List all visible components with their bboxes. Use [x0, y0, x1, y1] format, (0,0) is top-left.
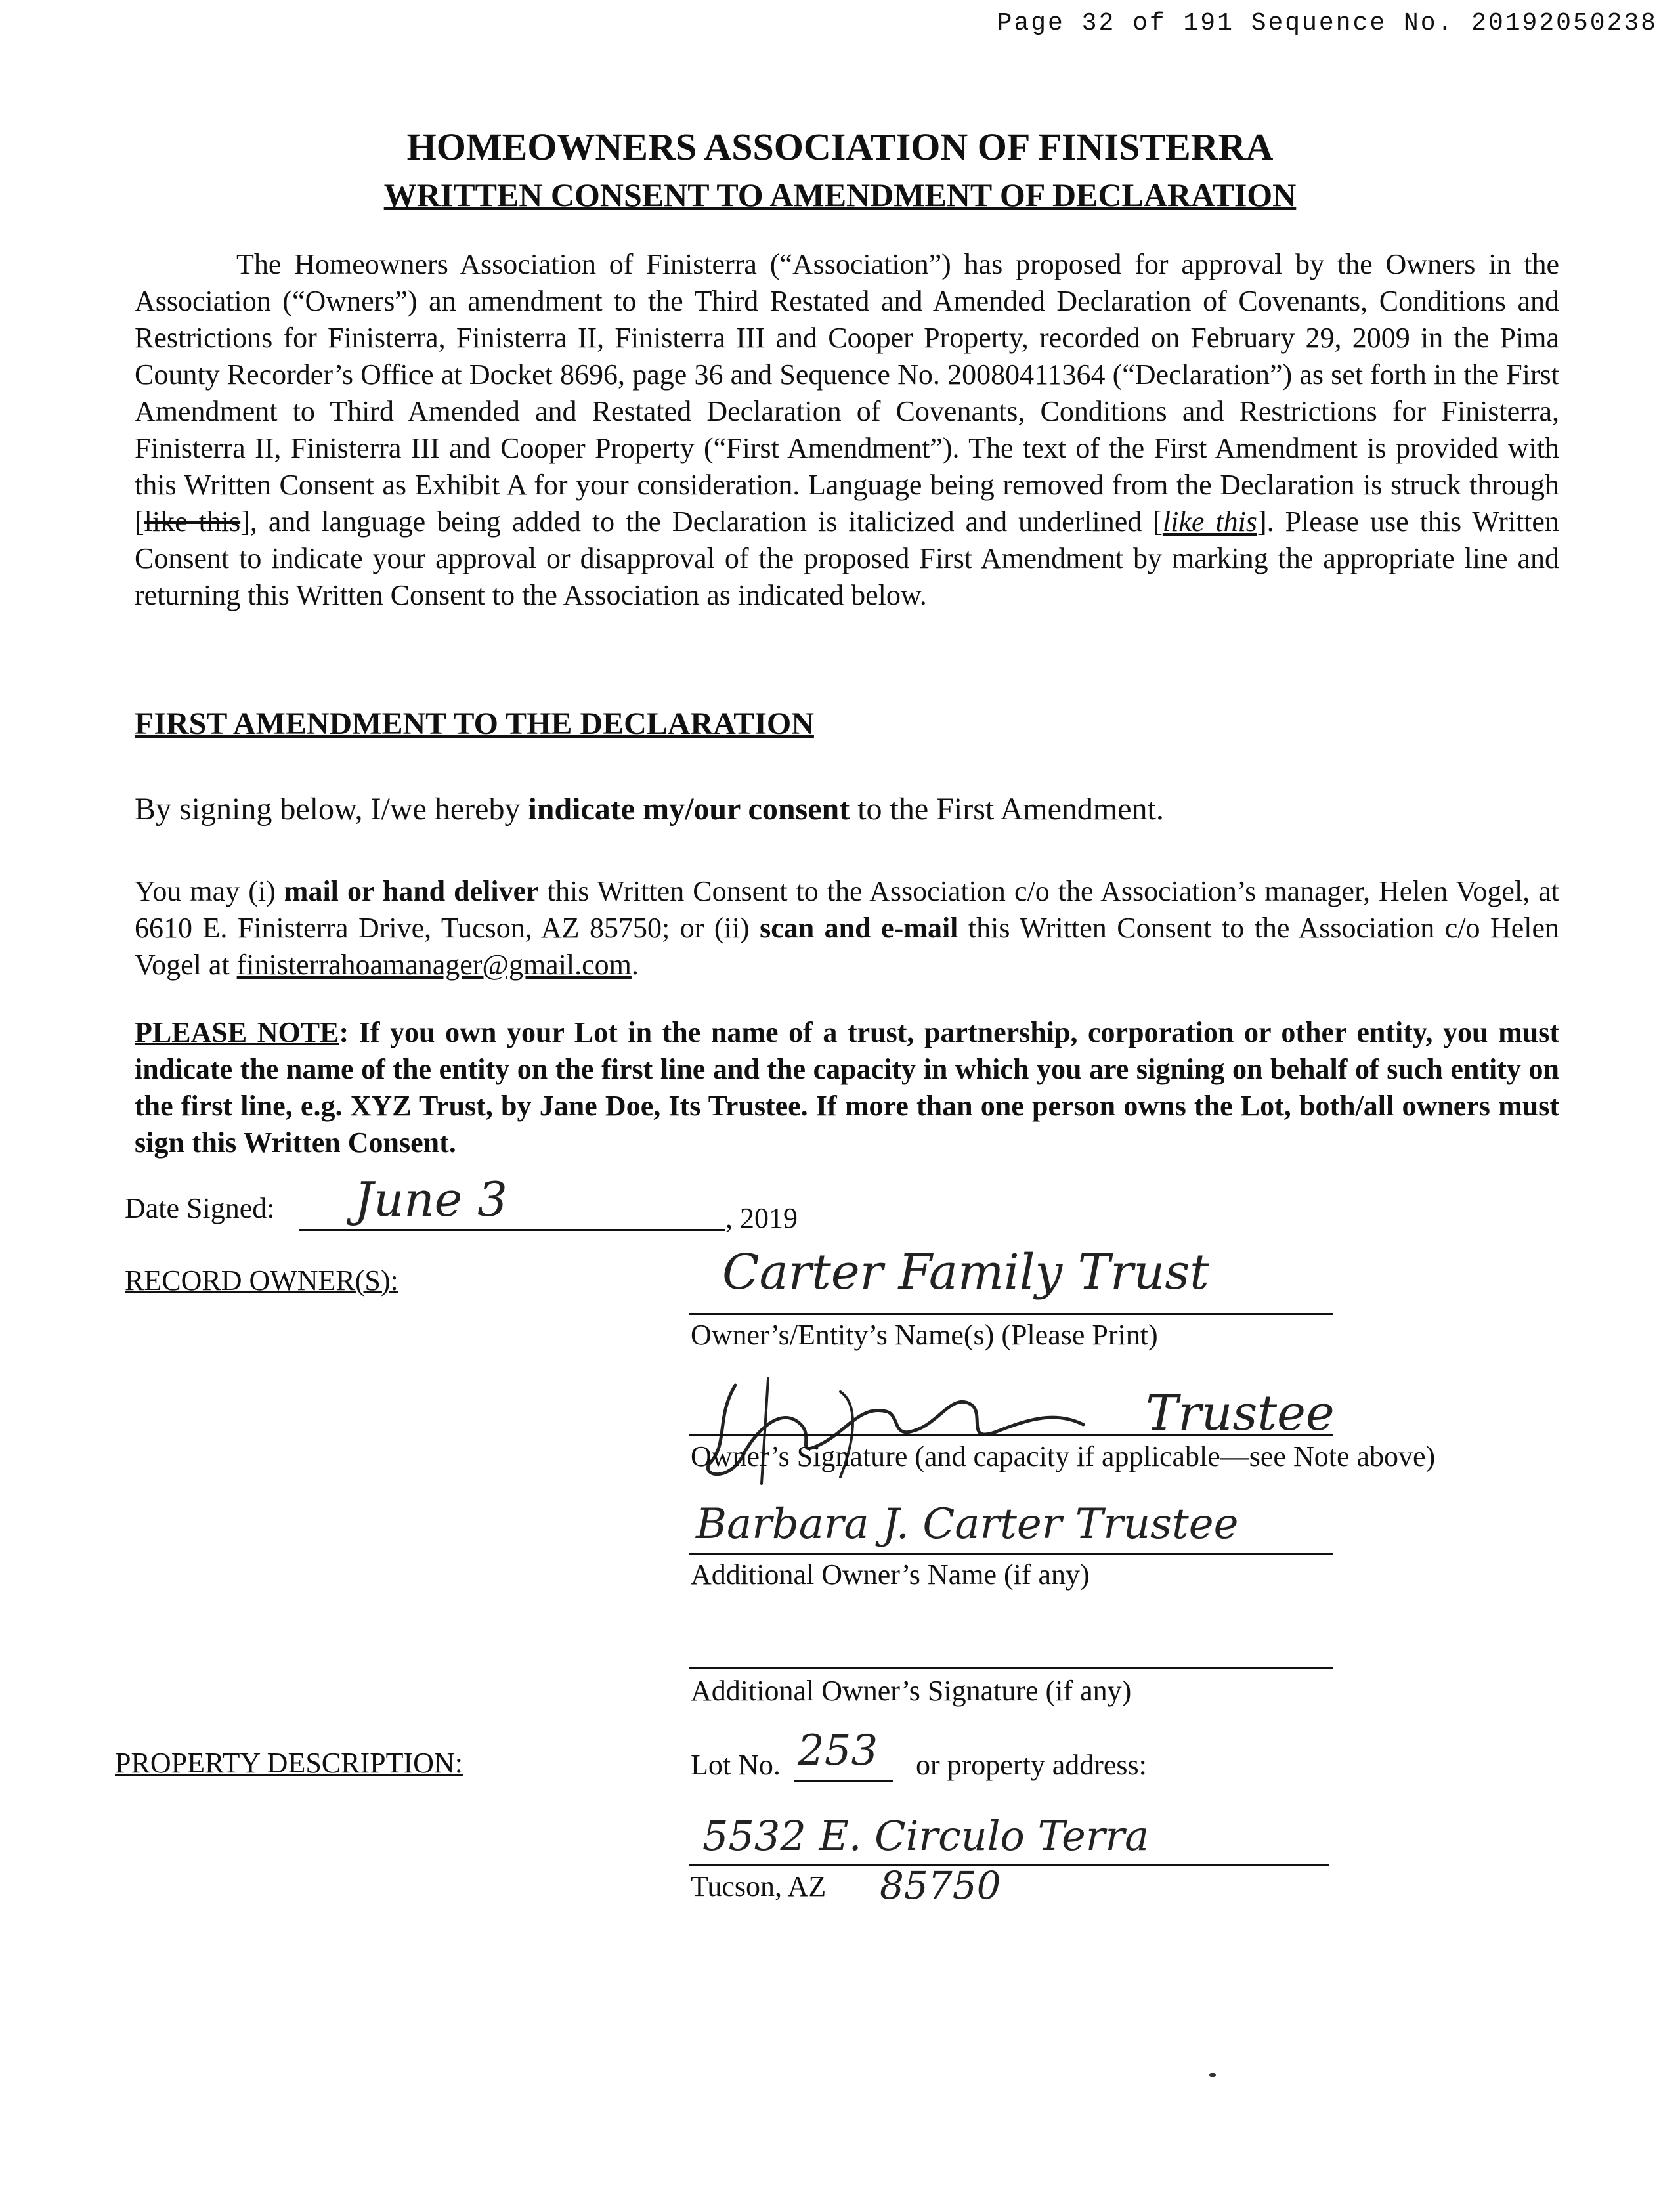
- additional-owner-line: [689, 1553, 1333, 1555]
- property-description-label: PROPERTY DESCRIPTION:: [115, 1747, 463, 1779]
- section-heading: FIRST AMENDMENT TO THE DECLARATION: [135, 706, 814, 741]
- delivery-b: mail or hand deliver: [284, 875, 539, 907]
- lot-number-value[interactable]: 253: [798, 1727, 878, 1775]
- date-year: , 2019: [725, 1202, 798, 1234]
- record-owners-label: RECORD OWNER(S):: [125, 1264, 398, 1297]
- date-signed-label: Date Signed:: [125, 1192, 275, 1224]
- consent-statement: [135, 791, 1559, 828]
- document-subtitle: [0, 176, 1680, 214]
- lot-number-label: Lot No.: [691, 1749, 781, 1781]
- owner-capacity-value[interactable]: Trustee: [1146, 1385, 1335, 1442]
- document-subtitle-text: WRITTEN CONSENT TO AMENDMENT OF DECLARATION: [383, 177, 1297, 213]
- property-address-line: [689, 1864, 1329, 1866]
- additional-signature-line: [689, 1667, 1333, 1669]
- intro-paragraph: [135, 246, 1559, 614]
- delivery-instructions: [135, 873, 1559, 983]
- please-note: [135, 1014, 1559, 1161]
- or-address-label: or property address:: [916, 1749, 1147, 1781]
- delivery-d: scan and e-mail: [760, 912, 958, 944]
- please-note-text: : If you own your Lot in the name of a trust, partnership, corporation or other entity, you must indicate the name of the entity on the first line and the capacity in which you are signing on behalf of such entity on the first line, e.g. XYZ Trust, by Jane Doe, Its Trustee. If more than one person owns the Lot, both/all owners must sign this Written Consent.: [135, 1016, 1559, 1159]
- consent-pre: By signing below, I/we hereby: [135, 792, 528, 827]
- owner-name-line: [689, 1313, 1333, 1315]
- date-signed-value[interactable]: June 3: [355, 1172, 507, 1227]
- manager-email-link[interactable]: finisterrahoamanager@gmail.com: [236, 949, 632, 981]
- owner-name-label: Owner’s/Entity’s Name(s) (Please Print): [691, 1319, 1158, 1351]
- consent-bold: indicate my/our consent: [528, 792, 850, 827]
- delivery-c: this Written Consent to the Association c/o the Association’s manager, Helen Vogel, at 6610 E. Finisterra Drive, Tucson, AZ 85750; or (ii): [135, 875, 1559, 944]
- document-title: HOMEOWNERS ASSOCIATION OF FINISTERRA: [406, 125, 1274, 168]
- page-sequence-header: Page 32 of 191 Sequence No. 20192050238: [997, 9, 1658, 37]
- intro-part3: ]. Please use this Written Consent to indicate your approval or disapproval of the proposed First Amendment by marking the appropriate line and returning this Written Consent to the Association as indicated below.: [135, 505, 1559, 611]
- owner-signature-label: Owner’s Signature (and capacity if applicable—see Note above): [691, 1440, 1436, 1472]
- date-signed-line: [299, 1229, 725, 1231]
- zip-value[interactable]: 85750: [880, 1863, 1001, 1908]
- property-address-value[interactable]: 5532 E. Circulo Terra: [702, 1812, 1150, 1860]
- intro-part1: The Homeowners Association of Finisterra (“Association”) has proposed for approval by the Owners in the Association (“Owners”) an amendment to the Third Restated and Amended Declaration of Covenants, Conditions and Restrictions for Finisterra, Finisterra II, Finisterra III and Cooper Property, recorded on February 29, 2009 in the Pima County Recorder’s Office at Docket 8696, page 36 and Sequence No. 20080411364 (“Declaration”) as set forth in the First Amendment to Third Amended and Restated Declaration of Covenants, Conditions and Restrictions for Finisterra, Finisterra II, Finisterra III and Cooper Property (“First Amendment”). The text of the First Amendment is provided with this Written Consent as Exhibit A for your consideration. Language being removed from the Declaration is struck through [: [135, 248, 1559, 538]
- delivery-a: You may (i): [135, 875, 284, 907]
- owner-signature[interactable]: [689, 1365, 1109, 1497]
- owner-name-value[interactable]: Carter Family Trust: [722, 1244, 1209, 1300]
- struck-example: like this: [144, 505, 241, 538]
- delivery-f: .: [631, 949, 639, 981]
- added-example: like this: [1162, 505, 1257, 538]
- additional-signature-label: Additional Owner’s Signature (if any): [691, 1675, 1132, 1707]
- intro-part2: ], and language being added to the Declaration is italicized and underlined [: [240, 505, 1163, 538]
- stray-mark: [1209, 2073, 1216, 2077]
- additional-owner-value[interactable]: Barbara J. Carter Trustee: [696, 1500, 1239, 1549]
- consent-post: to the First Amendment.: [850, 792, 1164, 827]
- additional-owner-label: Additional Owner’s Name (if any): [691, 1558, 1090, 1591]
- owner-signature-line: [689, 1434, 1333, 1436]
- lot-number-line: [794, 1780, 893, 1782]
- city-state-label: Tucson, AZ: [691, 1870, 827, 1902]
- please-note-lead: PLEASE NOTE: [135, 1016, 339, 1048]
- delivery-e: this Written Consent to the Association c/o Helen Vogel at: [135, 912, 1559, 981]
